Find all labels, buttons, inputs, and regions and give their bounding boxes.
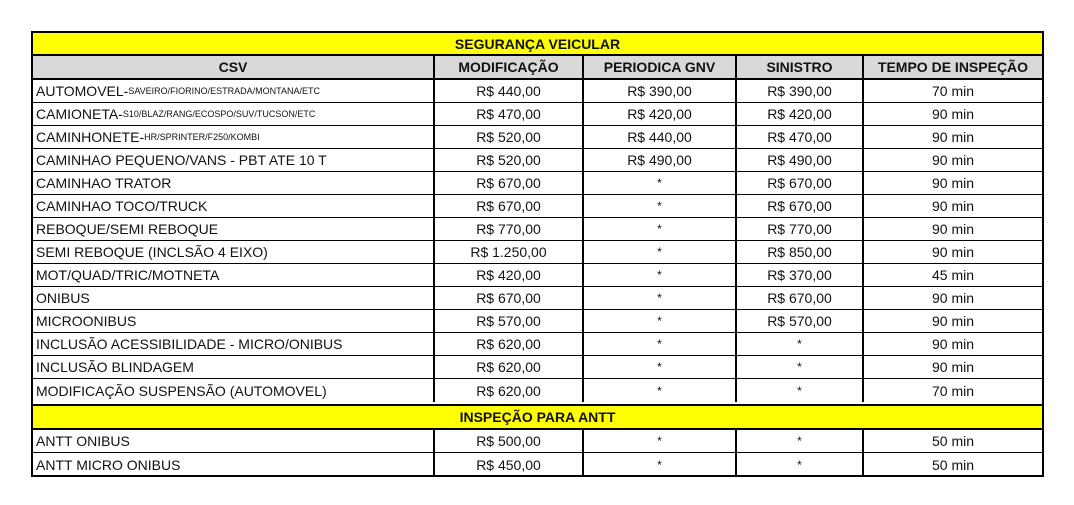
cell-sinistro: * [737, 356, 864, 378]
vehicle-name: SEMI REBOQUE (INCLSÃO 4 EIXO) [36, 244, 268, 260]
table-row [33, 80, 1042, 103]
table-row [33, 172, 1042, 195]
vehicle-name: INCLUSÃO BLINDAGEM [36, 359, 194, 375]
cell-tempo: 90 min [931, 244, 975, 260]
table-body-antt [33, 430, 1042, 476]
cell-modificacao: R$ 500,00 [435, 430, 584, 452]
cell-sinistro: * [737, 379, 864, 402]
vehicle-name: ONIBUS [36, 290, 90, 306]
cell-sinistro: R$ 370,00 [737, 264, 864, 286]
cell-vehicle-type [33, 218, 435, 240]
vehicle-name: REBOQUE/SEMI REBOQUE [36, 221, 219, 237]
cell-sinistro: R$ 670,00 [737, 195, 864, 217]
cell-periodica-gnv: R$ 440,00 [584, 126, 737, 148]
cell-tempo: 45 min [931, 267, 975, 283]
header-periodica-gnv: PERIODICA GNV [584, 56, 737, 78]
table-row [33, 195, 1042, 218]
table-row [33, 241, 1042, 264]
table-row [33, 103, 1042, 126]
header-modificacao: MODIFICAÇÃO [435, 56, 584, 78]
table-row [33, 149, 1042, 172]
table-body [33, 80, 1042, 402]
cell-periodica-gnv: * [584, 172, 737, 194]
cell-modificacao: R$ 670,00 [435, 195, 584, 217]
table-row [33, 333, 1042, 356]
cell-modificacao: R$ 770,00 [435, 218, 584, 240]
cell-modificacao: R$ 520,00 [435, 149, 584, 171]
header-csv: CSV [33, 56, 435, 78]
cell-tempo: 90 min [931, 152, 975, 168]
cell-vehicle-type [33, 241, 435, 263]
cell-sinistro: R$ 390,00 [737, 80, 864, 102]
cell-tempo: 70 min [931, 382, 975, 399]
cell-modificacao: R$ 620,00 [435, 379, 584, 402]
cell-periodica-gnv: * [584, 287, 737, 309]
table-row [33, 218, 1042, 241]
cell-sinistro: R$ 670,00 [737, 287, 864, 309]
cell-tempo: 90 min [931, 221, 975, 237]
table-row [33, 264, 1042, 287]
vehicle-name: CAMINHAO TRATOR [36, 175, 172, 191]
cell-vehicle-type [33, 430, 435, 452]
cell-tempo: 90 min [931, 313, 975, 329]
cell-periodica-gnv: * [584, 379, 737, 402]
cell-sinistro: * [737, 333, 864, 355]
cell-sinistro: * [737, 430, 864, 452]
vehicle-name: MODIFICAÇÃO SUSPENSÃO (AUTOMOVEL) [36, 382, 327, 399]
cell-periodica-gnv: * [584, 453, 737, 476]
cell-tempo: 50 min [931, 433, 975, 449]
cell-tempo: 90 min [931, 129, 975, 145]
cell-periodica-gnv: * [584, 218, 737, 240]
cell-tempo: 90 min [931, 336, 975, 352]
cell-sinistro: R$ 770,00 [737, 218, 864, 240]
cell-vehicle-type [33, 287, 435, 309]
header-row [33, 56, 1042, 80]
header-sinistro: SINISTRO [737, 56, 864, 78]
cell-modificacao: R$ 670,00 [435, 287, 584, 309]
section-title-antt: INSPEÇÃO PARA ANTT [33, 404, 1042, 430]
vehicle-name: MICROONIBUS [36, 313, 137, 329]
cell-sinistro: R$ 670,00 [737, 172, 864, 194]
vehicle-name: MOT/QUAD/TRIC/MOTNETA [36, 267, 220, 283]
cell-vehicle-type [33, 264, 435, 286]
cell-vehicle-type [33, 379, 435, 402]
vehicle-name: ANTT ONIBUS [36, 433, 130, 449]
vehicle-name: CAMINHONETE- [36, 129, 145, 145]
vehicle-name: ANTT MICRO ONIBUS [36, 456, 181, 473]
cell-periodica-gnv: * [584, 195, 737, 217]
cell-vehicle-type [33, 80, 435, 102]
cell-vehicle-type [33, 195, 435, 217]
table-row [33, 430, 1042, 453]
cell-sinistro: * [737, 453, 864, 476]
table-row [33, 379, 1042, 402]
cell-sinistro: R$ 470,00 [737, 126, 864, 148]
cell-sinistro: R$ 420,00 [737, 103, 864, 125]
table-row [33, 453, 1042, 476]
vehicle-examples: HR/SPRINTER/F250/KOMBI [144, 132, 260, 142]
cell-periodica-gnv: * [584, 430, 737, 452]
vehicle-name: CAMIONETA- [36, 106, 123, 122]
cell-periodica-gnv: * [584, 356, 737, 378]
cell-periodica-gnv: R$ 420,00 [584, 103, 737, 125]
cell-vehicle-type [33, 453, 435, 476]
cell-tempo: 90 min [931, 198, 975, 214]
cell-periodica-gnv: * [584, 310, 737, 332]
cell-modificacao: R$ 670,00 [435, 172, 584, 194]
cell-modificacao: R$ 570,00 [435, 310, 584, 332]
pricing-table [31, 31, 1044, 477]
cell-modificacao: R$ 520,00 [435, 126, 584, 148]
cell-modificacao: R$ 1.250,00 [435, 241, 584, 263]
cell-modificacao: R$ 450,00 [435, 453, 584, 476]
table-row [33, 310, 1042, 333]
vehicle-name: CAMINHAO TOCO/TRUCK [36, 198, 208, 214]
cell-tempo: 90 min [931, 290, 975, 306]
cell-vehicle-type [33, 126, 435, 148]
cell-tempo: 90 min [931, 106, 975, 122]
vehicle-name: INCLUSÃO ACESSIBILIDADE - MICRO/ONIBUS [36, 336, 343, 352]
cell-modificacao: R$ 470,00 [435, 103, 584, 125]
cell-tempo: 90 min [931, 359, 975, 375]
cell-vehicle-type [33, 310, 435, 332]
table-row [33, 287, 1042, 310]
cell-vehicle-type [33, 356, 435, 378]
cell-sinistro: R$ 850,00 [737, 241, 864, 263]
cell-tempo: 70 min [931, 83, 975, 99]
header-tempo-inspecao: TEMPO DE INSPEÇÃO [877, 59, 1029, 75]
cell-vehicle-type [33, 149, 435, 171]
vehicle-name: AUTOMOVEL- [36, 83, 129, 99]
cell-tempo: 90 min [931, 175, 975, 191]
cell-periodica-gnv: R$ 490,00 [584, 149, 737, 171]
cell-periodica-gnv: * [584, 241, 737, 263]
cell-sinistro: R$ 490,00 [737, 149, 864, 171]
cell-vehicle-type [33, 333, 435, 355]
cell-tempo: 50 min [931, 456, 975, 473]
vehicle-examples: S10/BLAZ/RANG/ECOSPO/SUV/TUCSON/ETC [122, 109, 316, 119]
cell-periodica-gnv: * [584, 333, 737, 355]
cell-modificacao: R$ 440,00 [435, 80, 584, 102]
vehicle-examples: SAVEIRO/FIORINO/ESTRADA/MONTANA/ETC [128, 86, 320, 96]
cell-periodica-gnv: * [584, 264, 737, 286]
table-row [33, 356, 1042, 379]
cell-modificacao: R$ 420,00 [435, 264, 584, 286]
cell-sinistro: R$ 570,00 [737, 310, 864, 332]
table-title: SEGURANÇA VEICULAR [33, 33, 1042, 56]
cell-periodica-gnv: R$ 390,00 [584, 80, 737, 102]
cell-modificacao: R$ 620,00 [435, 356, 584, 378]
cell-vehicle-type [33, 172, 435, 194]
vehicle-name: CAMINHAO PEQUENO/VANS - PBT ATE 10 T [36, 152, 327, 168]
table-row [33, 126, 1042, 149]
cell-vehicle-type [33, 103, 435, 125]
cell-modificacao: R$ 620,00 [435, 333, 584, 355]
